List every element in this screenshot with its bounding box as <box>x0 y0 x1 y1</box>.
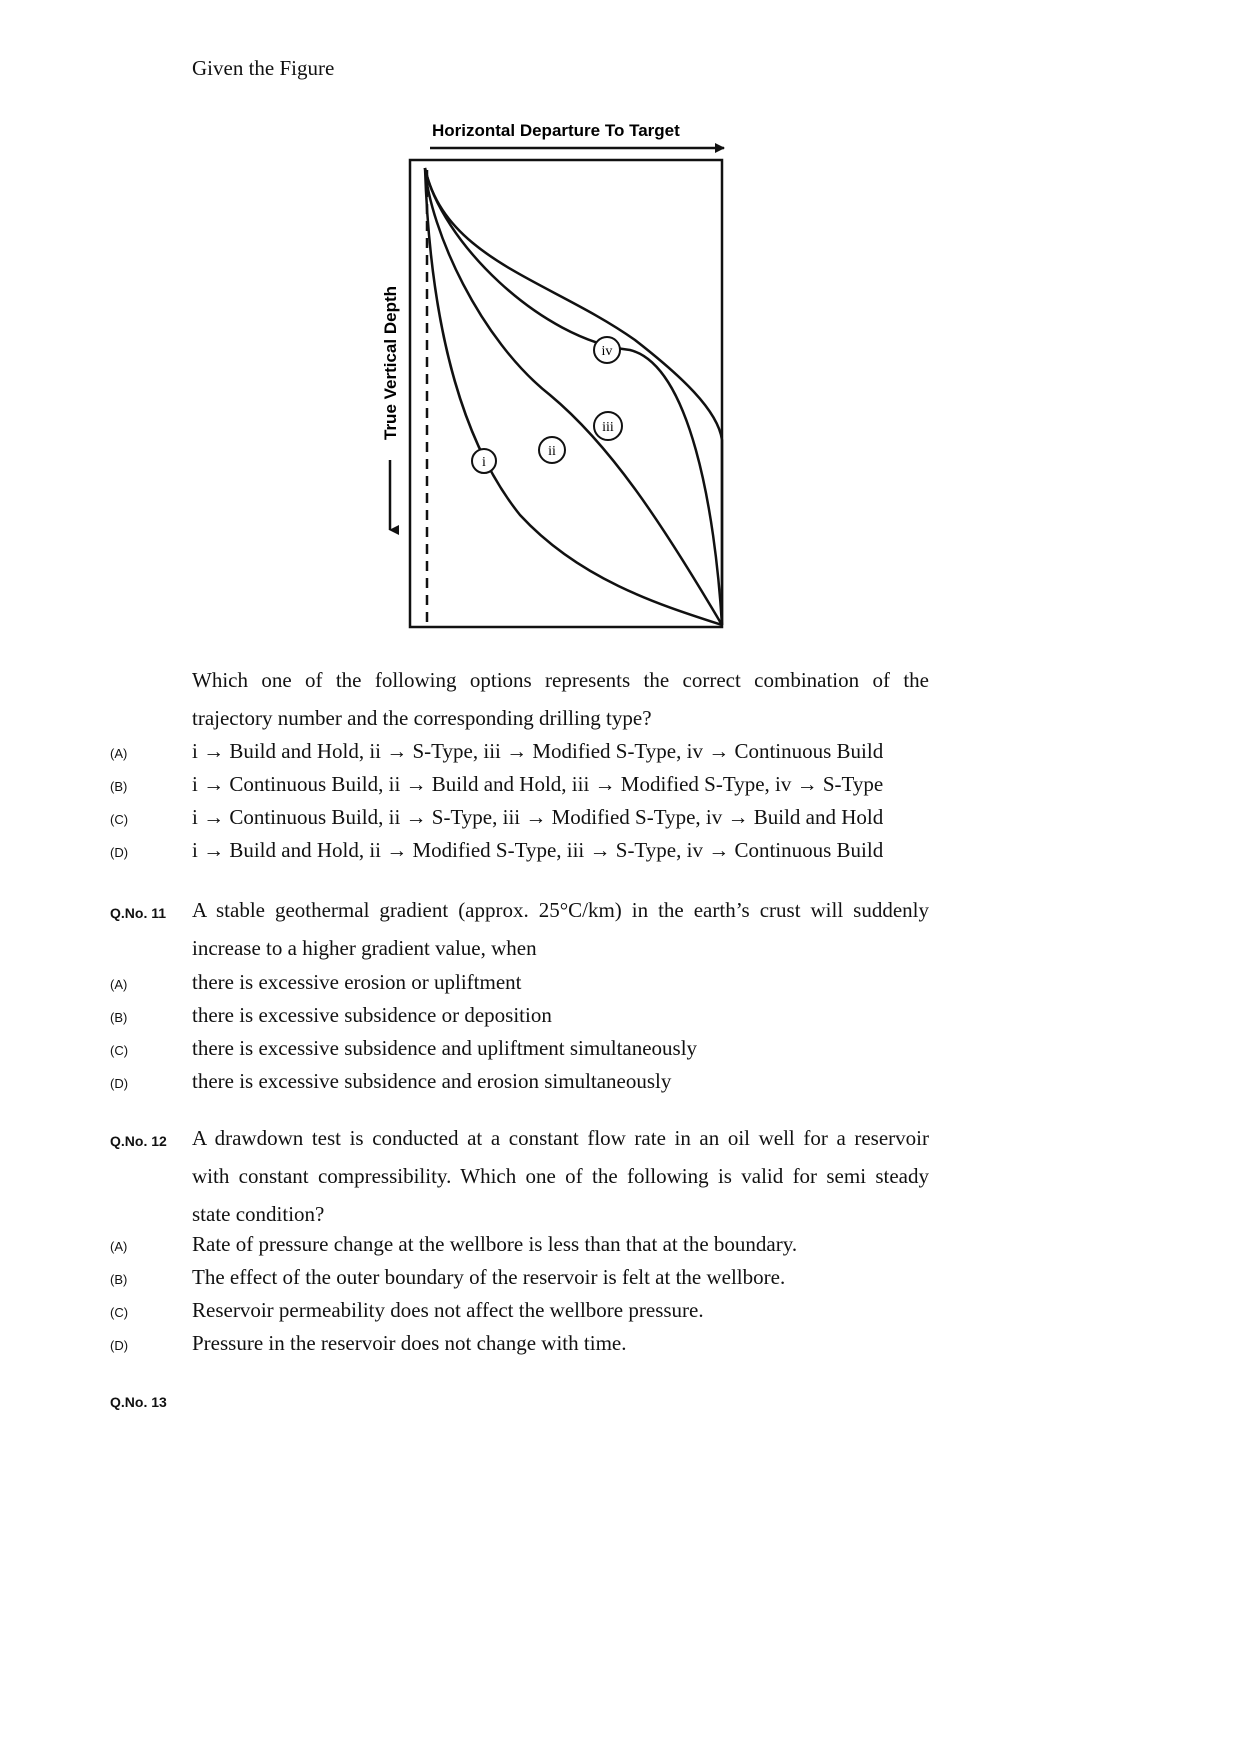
svg-text:i: i <box>482 455 486 470</box>
trajectory-figure <box>360 110 740 650</box>
q11-option-d-tag: (D) <box>110 1076 129 1091</box>
q12-stem-line3: state condition? <box>192 1202 325 1226</box>
svg-text:ii: ii <box>548 444 556 459</box>
q12-option-a-tag: (A) <box>110 1239 128 1254</box>
x-axis-label: Horizontal Departure To Target <box>432 121 680 140</box>
label-ii <box>539 437 565 463</box>
q10-option-d[interactable]: i → Build and Hold, ii → Modified S-Type, iii → S-Type, iv → Continuous Build <box>192 838 884 862</box>
q10-option-a[interactable]: i → Build and Hold, ii → S-Type, iii → Modified S-Type, iv → Continuous Build <box>192 739 884 763</box>
q10-option-d-tag: (D) <box>110 845 129 860</box>
q11-option-a[interactable]: there is excessive erosion or upliftment <box>192 970 522 994</box>
label-iii <box>594 412 622 440</box>
q12-option-d-tag: (D) <box>110 1338 129 1353</box>
q11-stem-line1: A stable geothermal gradient (approx. 25°C/km) in the earth’s crust will suddenly <box>192 898 929 922</box>
q12-stem-line1: A drawdown test is conducted at a constant flow rate in an oil well for a reservoir <box>192 1126 929 1150</box>
q11-option-b-tag: (B) <box>110 1010 128 1025</box>
q10-option-b[interactable]: i → Continuous Build, ii → Build and Hold, iii → Modified S-Type, iv → S-Type <box>192 772 884 796</box>
q12-option-b-tag: (B) <box>110 1272 128 1287</box>
q12-stem-line2: with constant compressibility. Which one of the following is valid for semi steady <box>192 1164 929 1188</box>
q11-number: Q.No. 11 <box>110 905 167 921</box>
svg-text:iv: iv <box>601 344 613 359</box>
q11-option-a-tag: (A) <box>110 977 128 992</box>
svg-text:iii: iii <box>602 420 614 435</box>
q12-option-c[interactable]: Reservoir permeability does not affect the wellbore pressure. <box>192 1298 704 1322</box>
label-iv <box>594 337 620 363</box>
q10-option-b-tag: (B) <box>110 779 128 794</box>
y-axis-label: True Vertical Depth <box>381 286 400 440</box>
q10-option-c[interactable]: i → Continuous Build, ii → S-Type, iii → Modified S-Type, iv → Build and Hold <box>192 805 884 829</box>
intro-text: Given the Figure <box>192 56 335 80</box>
q11-option-c-tag: (C) <box>110 1043 129 1058</box>
q11-option-d[interactable]: there is excessive subsidence and erosion simultaneously <box>192 1069 672 1093</box>
q12-option-d[interactable]: Pressure in the reservoir does not change with time. <box>192 1331 627 1355</box>
trajectory-iii <box>425 168 722 625</box>
q11-option-b[interactable]: there is excessive subsidence or deposition <box>192 1003 552 1027</box>
q10-option-a-tag: (A) <box>110 746 128 761</box>
q10-stem-line1: Which one of the following options represents the correct combination of the <box>192 668 929 692</box>
q12-option-b[interactable]: The effect of the outer boundary of the reservoir is felt at the wellbore. <box>192 1265 786 1289</box>
q12-number: Q.No. 12 <box>110 1133 167 1149</box>
q13-number: Q.No. 13 <box>110 1394 167 1410</box>
label-i <box>472 449 496 473</box>
q10-stem-line2: trajectory number and the corresponding drilling type? <box>192 706 652 730</box>
q12-option-c-tag: (C) <box>110 1305 129 1320</box>
q10-option-c-tag: (C) <box>110 812 129 827</box>
q11-stem-line2: increase to a higher gradient value, when <box>192 936 537 960</box>
q12-option-a[interactable]: Rate of pressure change at the wellbore is less than that at the boundary. <box>192 1232 798 1256</box>
q11-option-c[interactable]: there is excessive subsidence and upliftment simultaneously <box>192 1036 698 1060</box>
